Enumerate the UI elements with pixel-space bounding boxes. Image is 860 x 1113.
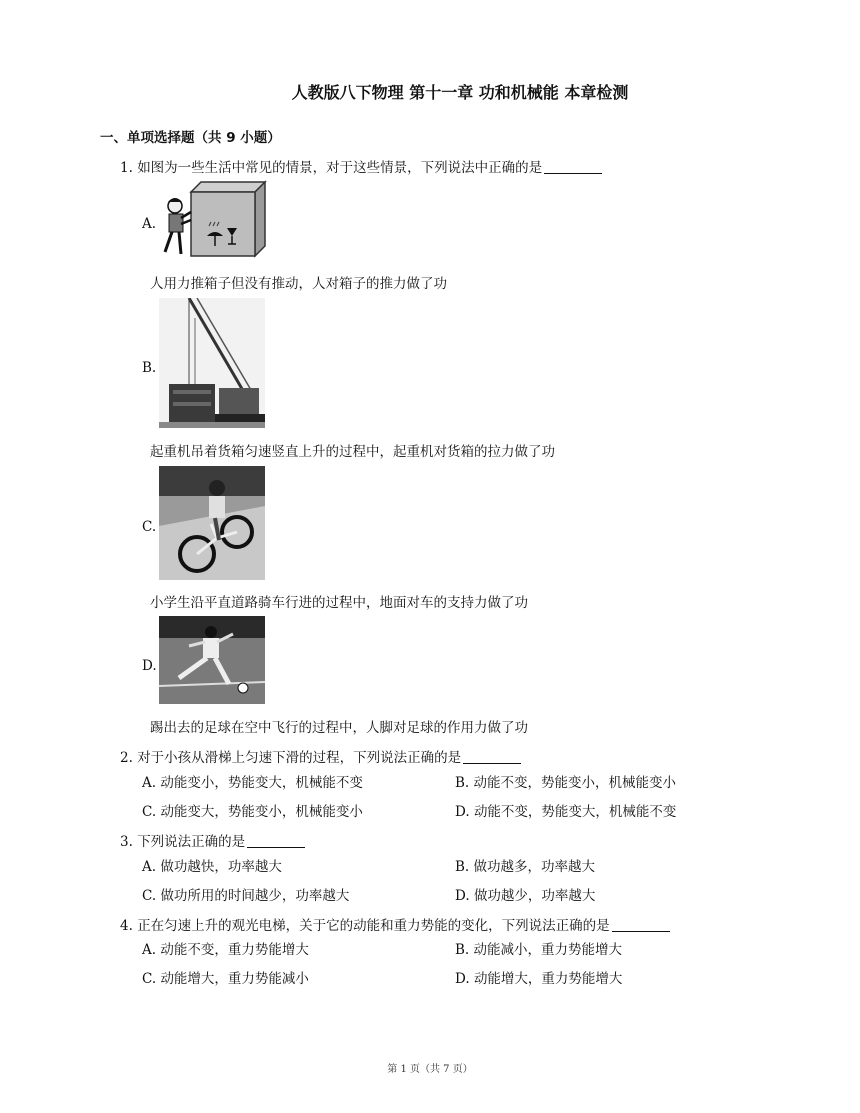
- option-a: A. 动能变小，势能变大，机械能不变: [142, 775, 363, 791]
- option-d: D. 动能不变，势能变大，机械能不变: [455, 804, 677, 820]
- question-number: 3.: [120, 834, 133, 850]
- child-riding-bicycle-photo: [159, 466, 265, 580]
- page-title: 人教版八下物理 第十一章 功和机械能 本章检测: [291, 83, 629, 102]
- answer-blank: [544, 159, 602, 174]
- option-c: C. 动能增大，重力势能减小: [142, 971, 309, 987]
- question-stem: 下列说法正确的是: [137, 834, 246, 850]
- question-number: 1.: [120, 160, 133, 176]
- person-pushing-box-illustration: [159, 178, 267, 260]
- option-text: 小学生沿平直道路骑车行进的过程中，地面对车的支持力做了功: [150, 595, 528, 611]
- kicking-soccer-ball-photo: [159, 616, 265, 704]
- option-letter: A.: [142, 216, 157, 232]
- question-1: [120, 156, 602, 176]
- option-b: B. 动能不变，势能变小，机械能变小: [455, 775, 677, 791]
- question-number: 2.: [120, 750, 133, 766]
- question-2: [120, 746, 521, 766]
- option-a: A. 做功越快，功率越大: [142, 859, 282, 875]
- question-stem: 对于小孩从滑梯上匀速下滑的过程，下列说法正确的是: [137, 750, 462, 766]
- option-c: C. 动能变大，势能变小，机械能变小: [142, 804, 363, 820]
- crane-lifting-cargo-photo: [159, 298, 265, 428]
- answer-blank: [247, 833, 305, 848]
- question-3: [120, 830, 305, 850]
- question-number: 4.: [120, 918, 133, 934]
- answer-blank: [463, 749, 521, 764]
- question-stem: 正在匀速上升的观光电梯，关于它的动能和重力势能的变化，下列说法正确的是: [137, 918, 610, 934]
- section-heading: 一、单项选择题（共 9 小题）: [100, 130, 281, 146]
- question-4: [120, 914, 670, 934]
- option-c: C. 做功所用的时间越少，功率越大: [142, 888, 350, 904]
- page-footer: 第 1 页（共 7 页）: [387, 1064, 473, 1075]
- option-letter: D.: [142, 658, 157, 674]
- option-letter: C.: [142, 519, 157, 535]
- option-text: 踢出去的足球在空中飞行的过程中，人脚对足球的作用力做了功: [150, 720, 528, 736]
- option-b: B. 做功越多，功率越大: [455, 859, 596, 875]
- answer-blank: [612, 917, 670, 932]
- option-a: A. 动能不变，重力势能增大: [142, 942, 309, 958]
- option-d: D. 做功越少，功率越大: [455, 888, 596, 904]
- option-text: 起重机吊着货箱匀速竖直上升的过程中，起重机对货箱的拉力做了功: [150, 444, 555, 460]
- option-d: D. 动能增大，重力势能增大: [455, 971, 623, 987]
- option-b: B. 动能减小，重力势能增大: [455, 942, 623, 958]
- question-stem: 如图为一些生活中常见的情景，对于这些情景，下列说法中正确的是: [137, 160, 543, 176]
- option-text: 人用力推箱子但没有推动，人对箱子的推力做了功: [150, 276, 447, 292]
- option-letter: B.: [142, 360, 157, 376]
